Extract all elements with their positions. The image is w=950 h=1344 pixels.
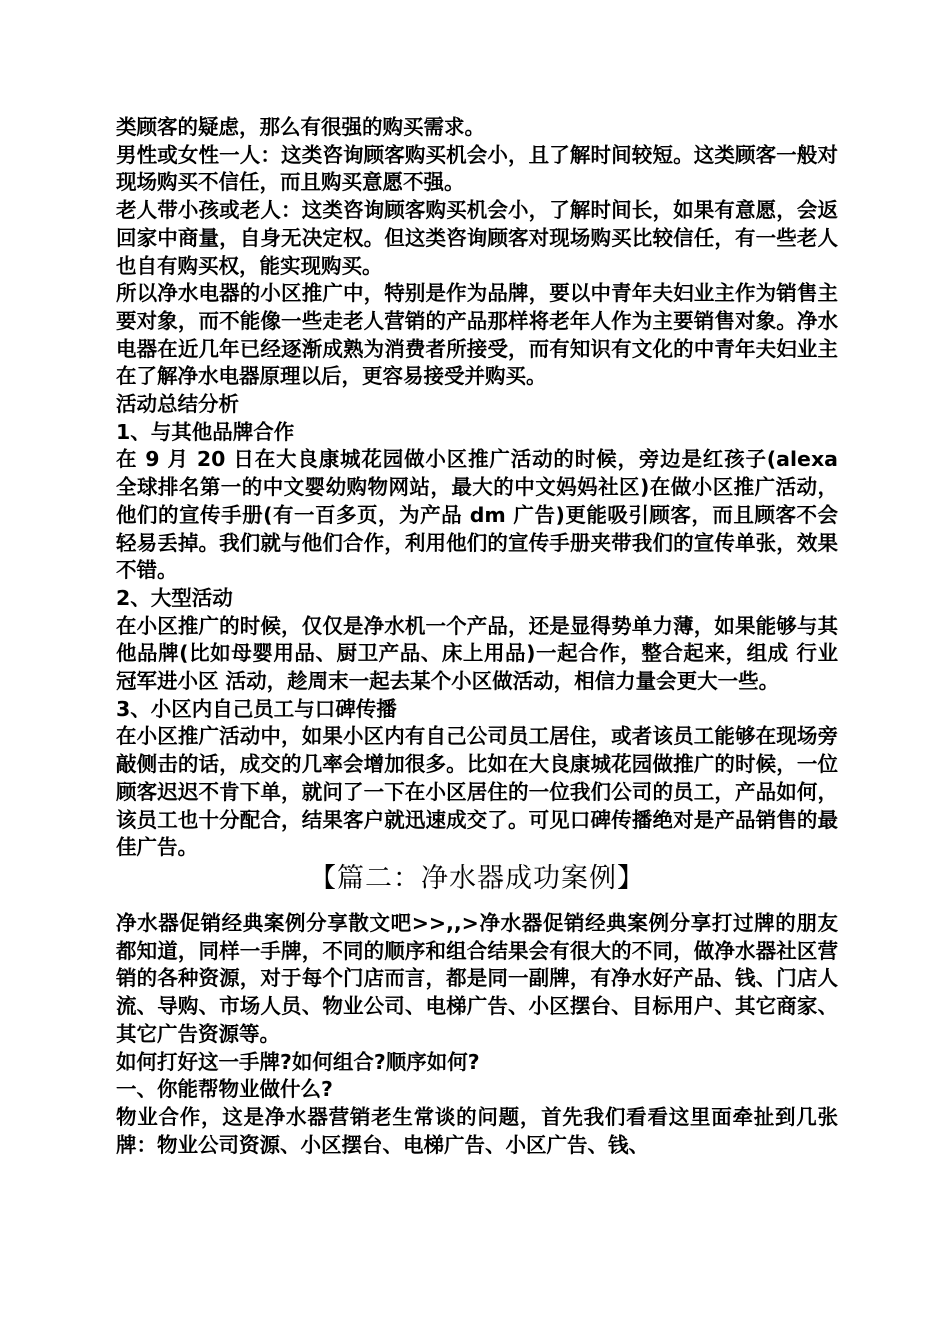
- heading-word-of-mouth: 3、小区内自己员工与口碑传播: [116, 696, 397, 721]
- section-title: 【篇二：净水器成功案例】: [309, 862, 645, 894]
- paragraph-property-cooperation: 物业合作，这是净水器营销老生常谈的问题，首先我们看看这里面牵扯到几张牌：物业公司资源、小区摆台、电梯广告、小区广告、钱、: [116, 1104, 838, 1157]
- paragraph-how-to-play: 如何打好这一手牌?如何组合?顺序如何?: [116, 1049, 480, 1074]
- paragraph-target-customers: 所以净水电器的小区推广中，特别是作为品牌，要以中青年夫妇业主作为销售主要对象，而不能像一些走老人营销的产品那样将老年人作为主要销售对象。净水电器在近几年已经逐渐成熟为消费者所接受，而有知识有文化的中青年夫妇业主在了解净水电器原理以后，更容易接受并购买。: [116, 281, 838, 389]
- paragraph-large-event: 在小区推广的时候，仅仅是净水机一个产品，还是显得势单力薄，如果能够与其他品牌(比如母婴用品、厨卫产品、床上用品)一起合作，整合起来，组成 行业冠军进小区 活动，趁周末一起去某个小区做活动，相信力量会更大一些。: [116, 613, 838, 694]
- paragraph-elderly-customer: 老人带小孩或老人：这类咨询顾客购买机会小，了解时间长，如果有意愿，会返回家中商量，自身无决定权。但这类咨询顾客对现场购买比较信任，有一些老人也自有购买权，能实现购买。: [116, 198, 838, 278]
- heading-large-event: 2、大型活动: [116, 585, 233, 610]
- paragraph-promo-cases: 净水器促销经典案例分享散文吧>>,,>净水器促销经典案例分享打过牌的朋友都知道，同样一手牌，不同的顺序和组合结果会有很大的不同，做净水器社区营销的各种资源，对于每个门店而言，都是同一副牌，有净水好产品、钱、门店人流、导购、市场人员、物业公司、电梯广告、小区摆台、目标用户、其它商家、其它广告资源等。: [116, 910, 838, 1046]
- heading-help-property: 一、你能帮物业做什么?: [116, 1077, 333, 1102]
- heading-activity-summary: 活动总结分析: [116, 392, 239, 417]
- paragraph-single-customer: 男性或女性一人：这类咨询顾客购买机会小，且了解时间较短。这类顾客一般对现场购买不信任，而且购买意愿不强。: [116, 142, 838, 195]
- paragraph-word-of-mouth: 在小区推广活动中，如果小区内有自己公司员工居住，或者该员工能够在现场旁敲侧击的话，成交的几率会增加很多。比如在大良康城花园做推广的时候，一位顾客迟迟不肯下单，就问了一下在小区居住的一位我们公司的员工，产品如何，该员工也十分配合，结果客户就迅速成交了。可见口碑传播绝对是产品销售的最佳广告。: [116, 724, 838, 860]
- paragraph-brand-cooperation: 在 9 月 20 日在大良康城花园做小区推广活动的时候，旁边是红孩子(alexa 全球排名第一的中文婴幼购物网站，最大的中文妈妈社区)在做小区推广活动，他们的宣传手册(有一百多页，为产品 dm 广告)更能吸引顾客，而且顾客不会轻易丢掉。我们就与他们合作，利用他们的宣传手册夹带我们的宣传单张，效果不错。: [116, 447, 838, 583]
- document-page: [116, 114, 838, 1159]
- heading-brand-cooperation: 1、与其他品牌合作: [116, 419, 295, 444]
- paragraph-buying-needs: 类顾客的疑虑，那么有很强的购买需求。: [116, 115, 485, 139]
